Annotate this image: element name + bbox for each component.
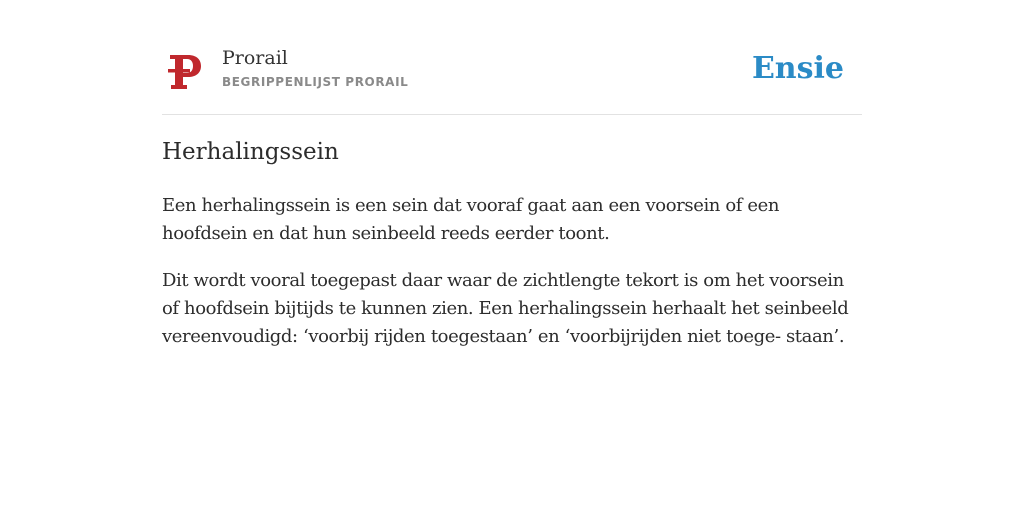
ensie-logo[interactable]: Ensie xyxy=(751,51,844,86)
brand-name[interactable]: Prorail xyxy=(222,47,288,69)
term-title: Herhalingssein xyxy=(162,139,339,165)
header xyxy=(162,40,862,115)
definition-paragraph: Een herhalingssein is een sein dat vooraf gaat aan een voorsein of een hoofdsein en dat hun seinbeeld reeds eerder toont. xyxy=(162,195,780,244)
prorail-logo-icon[interactable] xyxy=(168,52,204,90)
definition-paragraph: Dit wordt vooral toegepast daar waar de zichtlengte tekort is om het voorsein of hoofdsein bijtijds te kunnen zien. Een herhalingssein herhaalt het seinbeeld vereenvoudigd: ‘voorbij rijden toegestaan’ en ‘voorbijrijden niet toege- staan’. xyxy=(162,270,849,347)
brand-subtitle: BEGRIPPENLIJST PRORAIL xyxy=(222,75,409,89)
article xyxy=(162,134,862,370)
